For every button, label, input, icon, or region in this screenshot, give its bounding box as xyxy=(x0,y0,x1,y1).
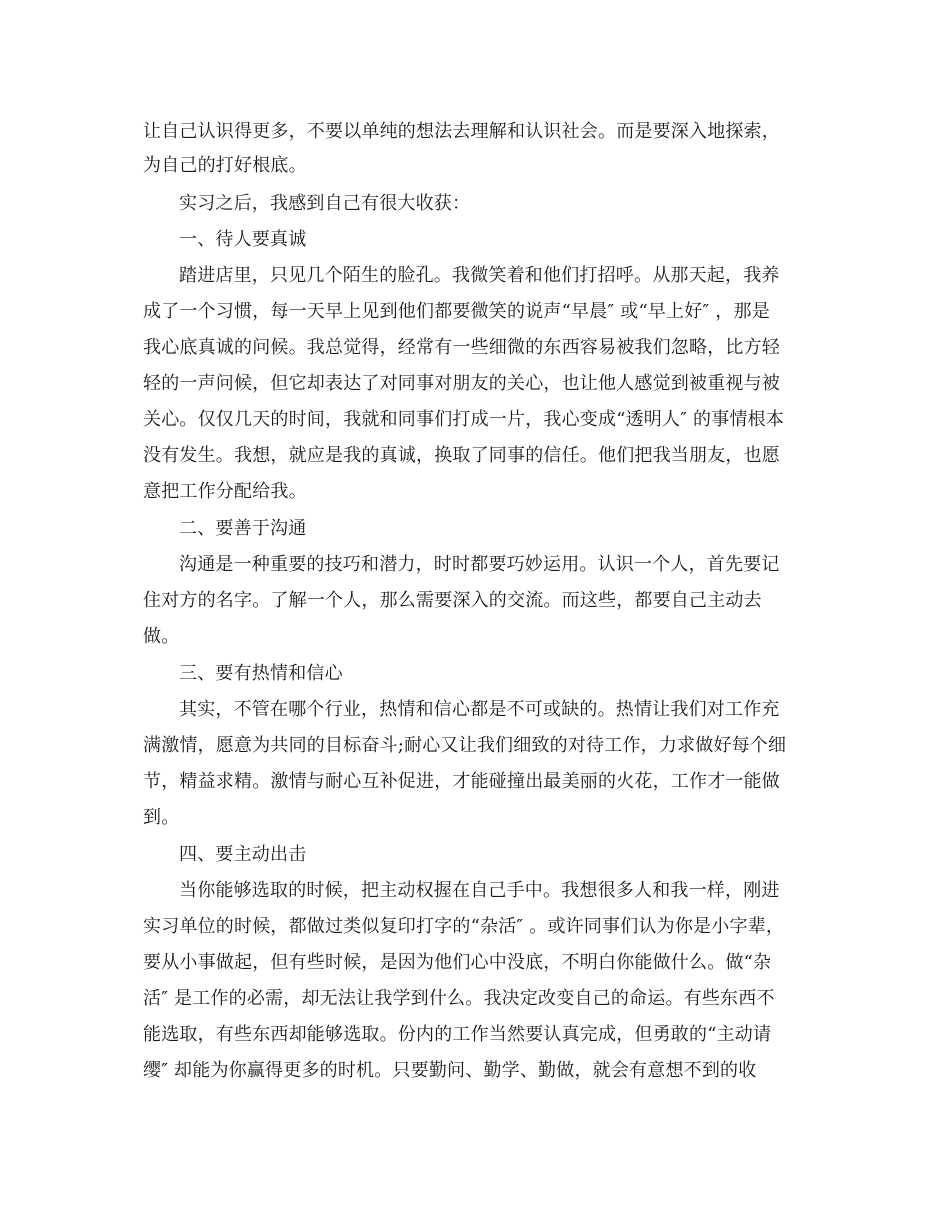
section-heading: 三、要有热情和信心 xyxy=(179,663,343,684)
paragraph-line: 让自己认识得更多，不要以单纯的想法去理解和认识社会。而是要深入地探索， xyxy=(143,121,780,142)
paragraph-line: 节，精益求精。激情与耐心互补促进，才能碰撞出最美丽的火花，工作才一能做 xyxy=(143,771,780,792)
paragraph-line: 当你能够选取的时候，把主动权握在自己手中。我想很多人和我一样，刚进 xyxy=(179,880,780,901)
paragraph-line: 做。 xyxy=(143,626,180,647)
section-heading: 一、待人要真诚 xyxy=(179,229,307,250)
paragraph-line: 满激情，愿意为共同的目标奋斗;耐心又让我们细致的对待工作，力求做好每个细 xyxy=(143,735,787,756)
paragraph-line: 其实，不管在哪个行业，热情和信心都是不可或缺的。热情让我们对工作充 xyxy=(179,699,780,720)
paragraph-line: 踏进店里，只见几个陌生的脸孔。我微笑着和他们打招呼。从那天起，我养 xyxy=(179,265,780,286)
paragraph-line: 沟通是一种重要的技巧和潜力，时时都要巧妙运用。认识一个人，首先要记 xyxy=(179,554,780,575)
paragraph-line: 轻的一声问候，但它却表达了对同事对朋友的关心，也让他人感觉到被重视与被 xyxy=(143,373,780,394)
paragraph-line: 住对方的名字。了解一个人，那么需要深入的交流。而这些，都要自己主动去 xyxy=(143,590,762,611)
section-heading: 四、要主动出击 xyxy=(179,844,307,865)
paragraph-line: 缨″ 却能为你赢得更多的时机。只要勤问、勤学、勤做，就会有意想不到的收 xyxy=(143,1060,757,1081)
paragraph-line: 成了一个习惯，每一天早上见到他们都要微笑的说声“早晨″ 或“早上好″ ，那是 xyxy=(143,301,770,322)
paragraph-line: 为自己的打好根底。 xyxy=(143,155,307,176)
paragraph-line: 要从小事做起，但有些时候，是因为他们心中没底，不明白你能做什么。做“杂 xyxy=(143,952,772,973)
paragraph-line: 关心。仅仅几天的时间，我就和同事们打成一片，我心变成“透明人″ 的事情根本 xyxy=(143,409,785,430)
paragraph-line: 意把工作分配给我。 xyxy=(143,481,307,502)
paragraph-line: 活″ 是工作的必需，却无法让我学到什么。我决定改变自己的命运。有些东西不 xyxy=(143,988,775,1009)
paragraph-line: 我心底真诚的问候。我总觉得，经常有一些细微的东西容易被我们忽略，比方轻 xyxy=(143,337,780,358)
paragraph-line: 能选取，有些东西却能够选取。份内的工作当然要认真完成，但勇敢的“主动请 xyxy=(143,1024,772,1045)
paragraph-line: 实习单位的时候，都做过类似复印打字的“杂活″ 。或许同事们认为你是小字辈， xyxy=(143,916,785,937)
paragraph-line: 实习之后，我感到自己有很大收获： xyxy=(179,193,471,214)
paragraph-line: 到。 xyxy=(143,807,180,828)
paragraph-line: 没有发生。我想，就应是我的真诚，换取了同事的信任。他们把我当朋友，也愿 xyxy=(143,445,780,466)
section-heading: 二、要善于沟通 xyxy=(179,518,307,539)
